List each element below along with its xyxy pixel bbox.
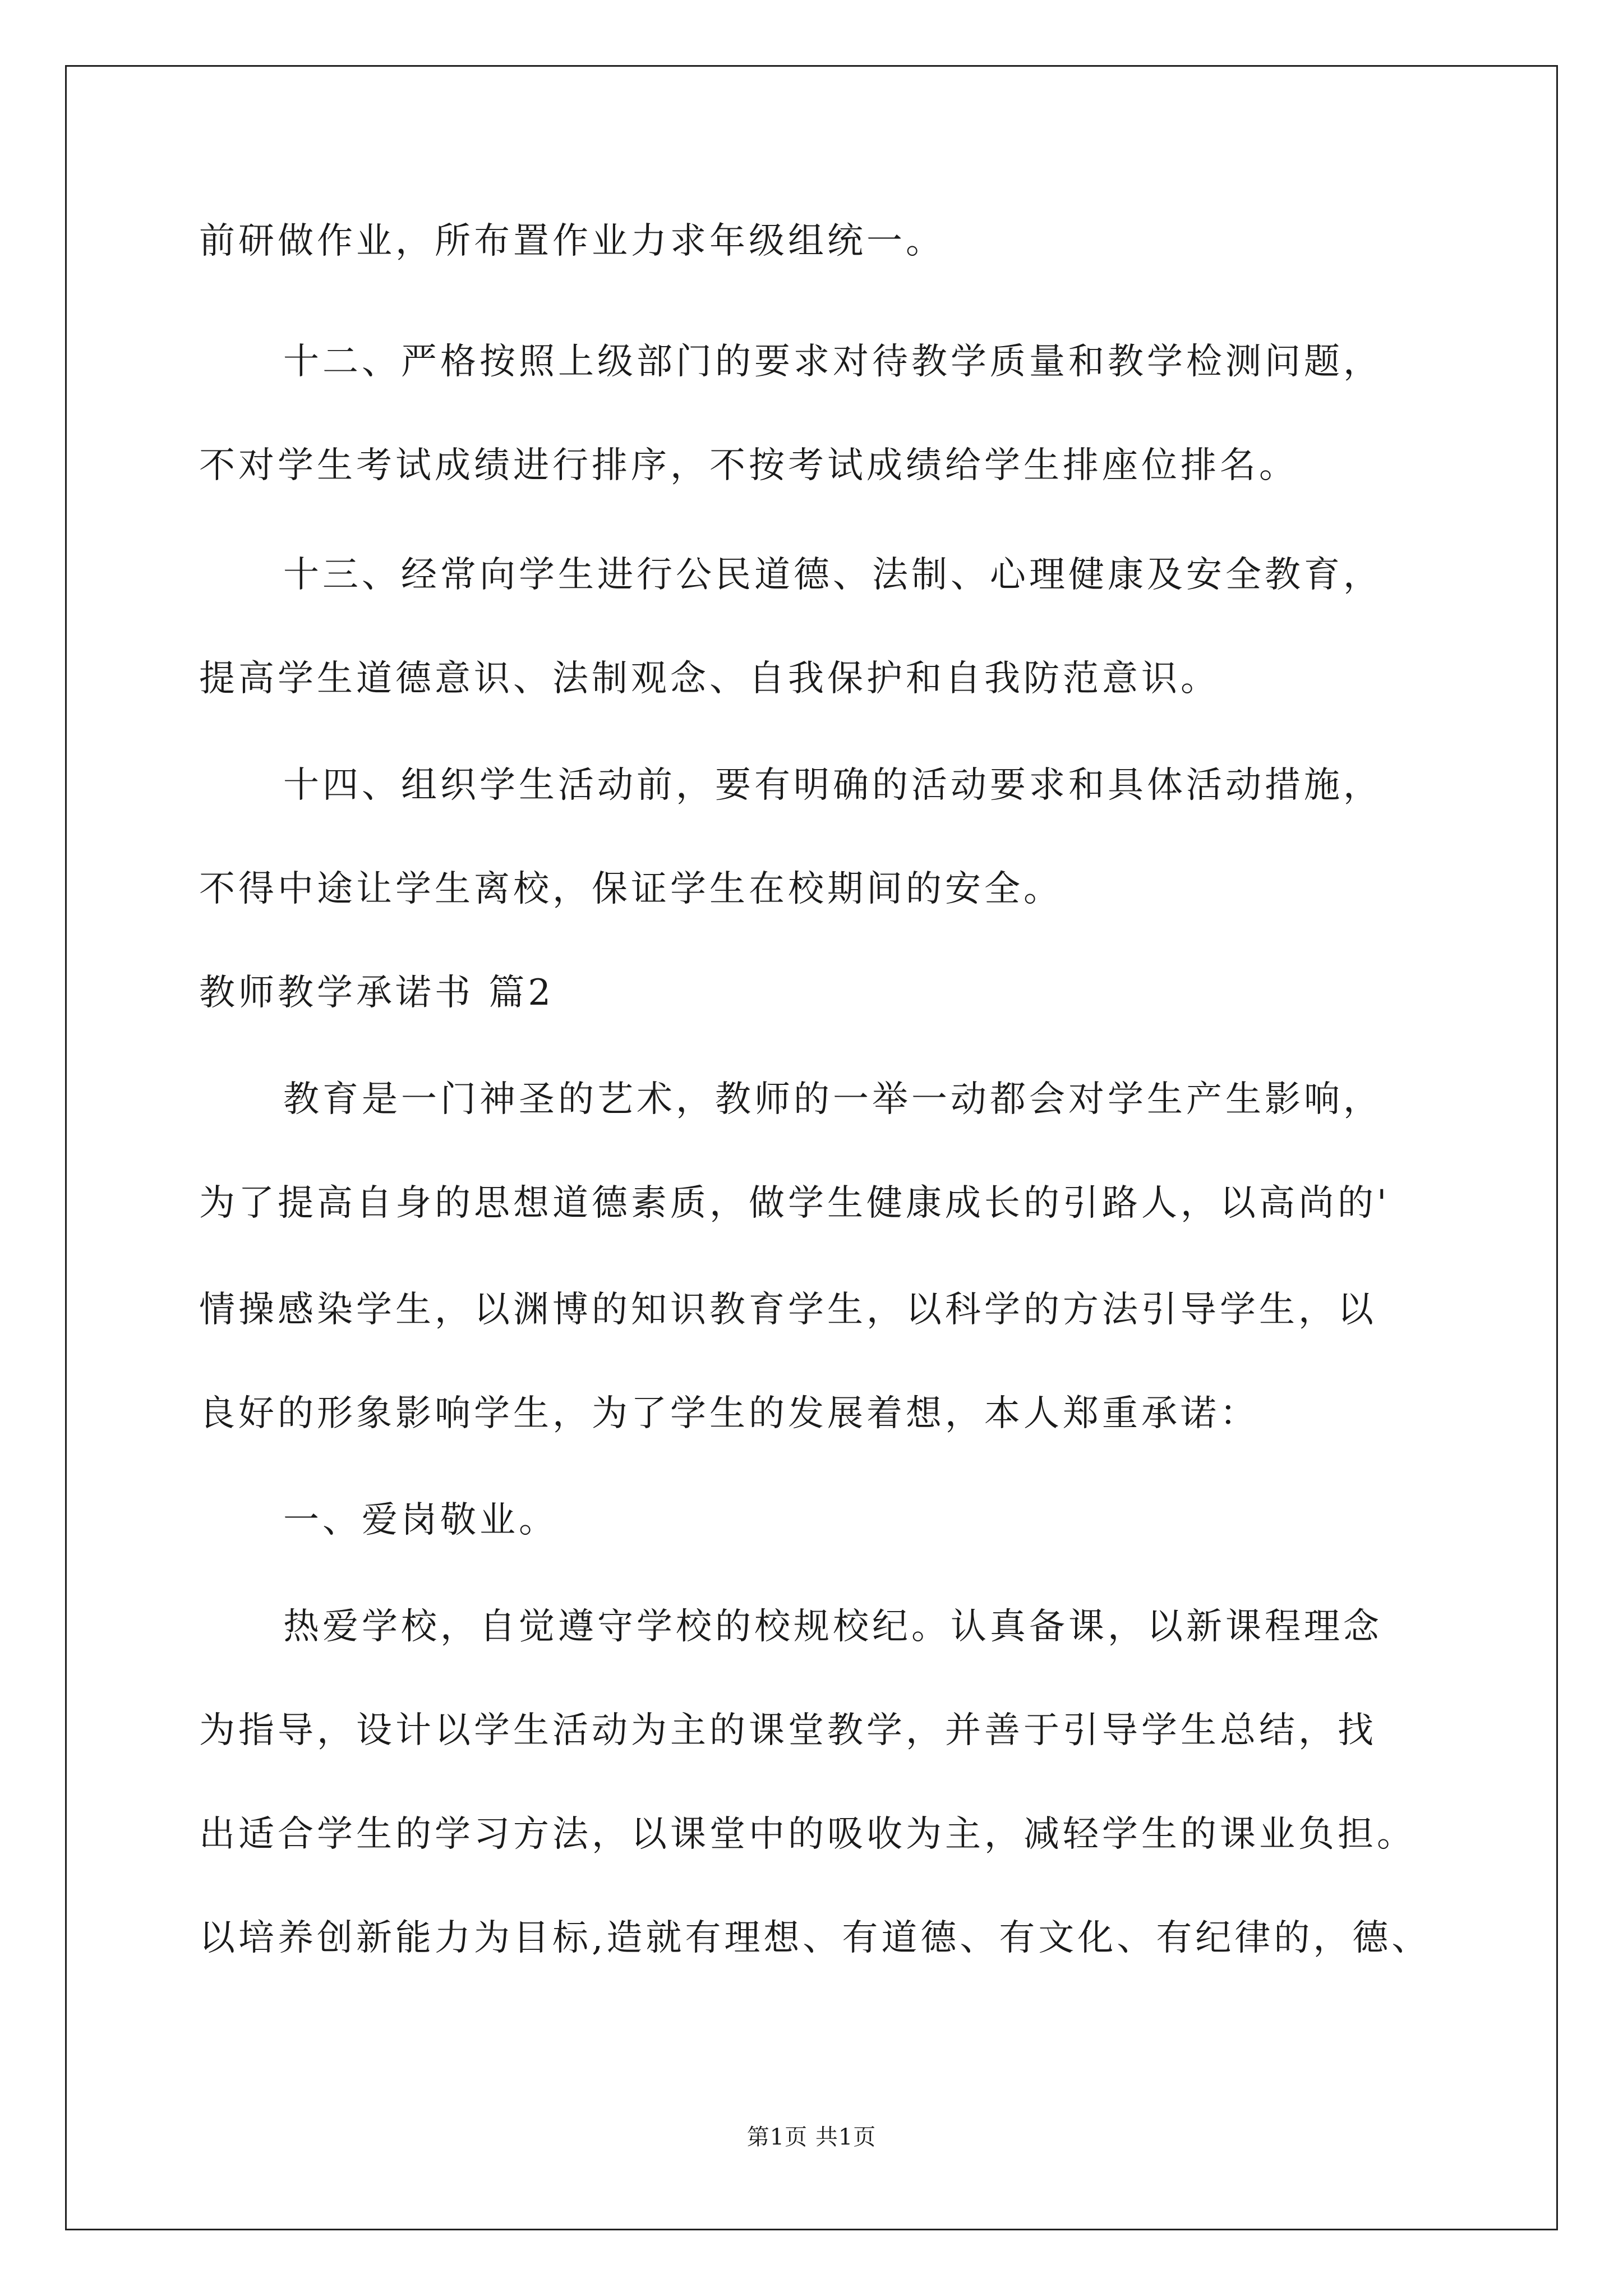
page-border [65, 65, 1558, 2230]
text-line: 为了提高自身的思想道德素质，做学生健康成长的引路人，以高尚的' [199, 1182, 1390, 1224]
paragraph-love-line-1: 热爱学校，自觉遵守学校的校规校纪。认真备课，以新课程理念 [283, 1606, 1382, 1648]
paragraph-12-line-1: 十二、严格按照上级部门的要求对待教学质量和教学检测问题， [283, 341, 1382, 383]
text-line: 良好的形象影响学生，为了学生的发展着想，本人郑重承诺： [199, 1393, 1259, 1434]
text-line: 提高学生道德意识、法制观念、自我保护和自我防范意识。 [199, 658, 1220, 700]
text-line: 出适合学生的学习方法，以课堂中的吸收为主，减轻学生的课业负担。 [199, 1814, 1416, 1855]
list-item-heading: 一、爱岗敬业。 [283, 1499, 558, 1541]
text-line: 不得中途让学生离校，保证学生在校期间的安全。 [199, 868, 1063, 910]
section-heading: 教师教学承诺书 篇2 [199, 972, 555, 1014]
paragraph-intro-line-1: 教育是一门神圣的艺术，教师的一举一动都会对学生产生影响， [283, 1079, 1382, 1120]
paragraph-14-line-1: 十四、组织学生活动前，要有明确的活动要求和具体活动措施， [283, 765, 1382, 806]
text-line: 前研做作业，所布置作业力求年级组统一。 [199, 220, 945, 262]
paragraph-13-line-1: 十三、经常向学生进行公民道德、法制、心理健康及安全教育， [283, 554, 1382, 596]
text-line: 情操感染学生，以渊博的知识教育学生，以科学的方法引导学生，以 [199, 1289, 1377, 1331]
text-line: 不对学生考试成绩进行排序，不按考试成绩给学生排座位排名。 [199, 445, 1298, 486]
text-line: 为指导，设计以学生活动为主的课堂教学，并善于引导学生总结，找 [199, 1710, 1377, 1751]
text-line: 以培养创新能力为目标,造就有理想、有道德、有文化、有纪律的，德、 [199, 1917, 1431, 1959]
page-footer: 第1页 共1页 [746, 2124, 877, 2150]
